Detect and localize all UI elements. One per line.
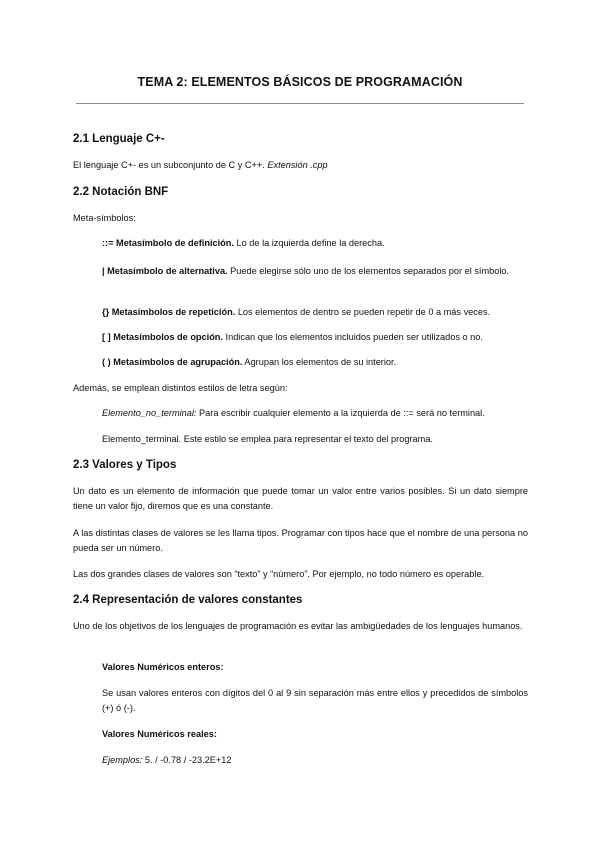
title-divider [76,103,524,104]
meta-item-definition: ::= Metasímbolo de definición. Lo de la izquierda define la derecha. [102,238,385,248]
meta-item-grouping: ( ) Metasímbolos de agrupación. Agrupan los elementos de su interior. [102,357,397,367]
meta-symbols-intro: Meta-símbolos: [73,213,136,223]
page-title: TEMA 2: ELEMENTOS BÁSICOS DE PROGRAMACIÓN [137,75,463,89]
integer-values-text: Se usan valores enteros con dígitos del 0 al 9 sin separación más entre ellos y precedidos de símbolos (+) ó (-). [102,688,528,713]
meta-item-repetition: {} Metasímbolos de repetición. Los elementos de dentro se pueden repetir de 0 a más veces. [102,307,491,317]
section-heading-2-4: 2.4 Representación de valores constantes [73,594,303,606]
real-values-examples: Ejemplos: 5. / -0.78 / -23.2E+12 [102,755,232,765]
section-heading-2-3: 2.3 Valores y Tipos [73,459,177,471]
section-heading-2-1: 2.1 Lenguaje C+- [73,133,165,145]
non-terminal-style: Elemento_no_terminal: Para escribir cualquier elemento a la izquierda de ::= será no terminal. [102,408,485,418]
styles-intro: Además, se emplean distintos estilos de letra según: [73,383,288,393]
constants-paragraph: Uno de los objetivos de los lenguajes de programación es evitar las ambigüedades de los lenguajes humanos. [73,621,523,631]
meta-item-option: [ ] Metasímbolos de opción. Indican que los elementos incluidos pueden ser utilizados o no. [102,332,483,342]
terminal-style: Elemento_terminal. Este estilo se emplea para representar el texto del programa. [102,434,433,444]
real-values-heading: Valores Numéricos reales: [102,729,217,739]
meta-item-alternative: | Metasímbolo de alternativa. Puede elegirse sólo uno de los elementos separados por el símbolo. [102,266,510,276]
language-description: El lenguaje C+- es un subconjunto de C y C++. [73,160,268,170]
values-paragraph-2: A las distintas clases de valores se les llama tipos. Programar con tipos hace que el nombre de una persona no pueda ser un número. [73,528,528,553]
extension-note: Extensión .cpp [267,160,328,170]
section-2-1-text [73,158,528,173]
integer-values-heading: Valores Numéricos enteros: [102,662,224,672]
values-paragraph-3: Las dos grandes clases de valores son “texto” y “número”. Por ejemplo, no todo número es operable. [73,569,485,579]
section-heading-2-2: 2.2 Notación BNF [73,186,169,198]
values-paragraph-1: Un dato es un elemento de información que puede tomar un valor entre varios posibles. Si un dato siempre tiene un valor fijo, diremos que es una constante. [73,486,528,511]
